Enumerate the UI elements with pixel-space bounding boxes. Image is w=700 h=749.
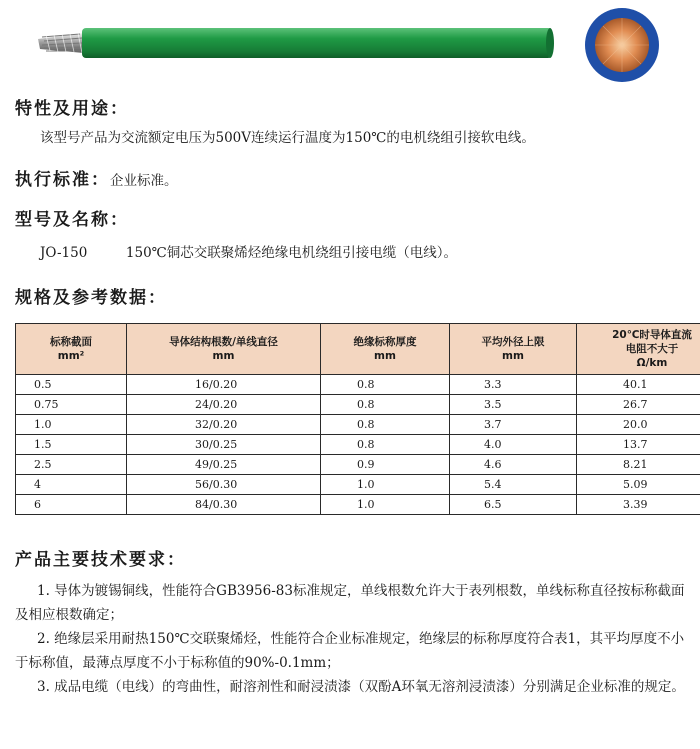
- cell-structure: 24/0.20: [127, 395, 321, 415]
- spec-table: [15, 323, 700, 515]
- cell-structure: 30/0.25: [127, 435, 321, 455]
- cell-resistance: 13.7: [577, 435, 700, 455]
- table-row: [16, 455, 700, 475]
- cell-thickness: 0.8: [321, 435, 450, 455]
- properties-text: 该型号产品为交流额定电压为500V连续运行温度为150℃的电机绕组引接软电线。: [40, 130, 535, 146]
- cell-thickness: 0.8: [321, 395, 450, 415]
- cell-diameter: 4.0: [450, 435, 577, 455]
- standard-heading: 执行标准：: [15, 170, 110, 190]
- bare-conductor-strands: [38, 33, 84, 53]
- cell-resistance: 8.21: [577, 455, 700, 475]
- cell-section: 0.75: [16, 395, 127, 415]
- cell-thickness: 0.8: [321, 375, 450, 395]
- cell-diameter: 5.4: [450, 475, 577, 495]
- cell-structure: 84/0.30: [127, 495, 321, 515]
- table-row: [16, 495, 700, 515]
- spec-table-header-row: [16, 324, 700, 375]
- cell-diameter: 6.5: [450, 495, 577, 515]
- cable-side-view-image: [36, 25, 556, 61]
- cell-structure: 49/0.25: [127, 455, 321, 475]
- cell-section: 1.5: [16, 435, 127, 455]
- header-conductor-structure: 导体结构根数/单线直径 mm: [127, 324, 321, 375]
- cell-resistance: 20.0: [577, 415, 700, 435]
- table-row: [16, 415, 700, 435]
- cell-resistance: 5.09: [577, 475, 700, 495]
- cell-resistance: 40.1: [577, 375, 700, 395]
- cable-cross-section-image: [584, 7, 660, 83]
- header-insulation-thickness: 绝缘标称厚度 mm: [321, 324, 450, 375]
- cell-thickness: 0.8: [321, 415, 450, 435]
- cell-structure: 32/0.20: [127, 415, 321, 435]
- cell-section: 0.5: [16, 375, 127, 395]
- model-line: [40, 243, 457, 263]
- table-row: [16, 475, 700, 495]
- cell-diameter: 3.5: [450, 395, 577, 415]
- requirement-item-3: 3. 成品电缆（电线）的弯曲性，耐溶剂性和耐浸渍漆（双酚A环氧无溶剂浸渍漆）分别满足企业标准的规定。: [37, 679, 685, 695]
- green-insulation-jacket: [82, 28, 552, 58]
- header-outer-diameter: 平均外径上限 mm: [450, 324, 577, 375]
- standard-heading-row: [15, 165, 178, 190]
- cell-section: 6: [16, 495, 127, 515]
- cell-section: 1.0: [16, 415, 127, 435]
- table-row: [16, 435, 700, 455]
- model-name: 150℃铜芯交联聚烯烃绝缘电机绕组引接电缆（电线）。: [125, 245, 458, 261]
- cell-resistance: 26.7: [577, 395, 700, 415]
- cell-resistance: 3.39: [577, 495, 700, 515]
- cell-thickness: 1.0: [321, 495, 450, 515]
- cell-thickness: 0.9: [321, 455, 450, 475]
- cell-structure: 56/0.30: [127, 475, 321, 495]
- cell-diameter: 4.6: [450, 455, 577, 475]
- model-code: JO-150: [40, 245, 88, 261]
- cell-diameter: 3.7: [450, 415, 577, 435]
- requirements-heading: 产品主要技术要求：: [15, 550, 186, 570]
- table-row: [16, 395, 700, 415]
- header-nominal-section: 标称截面 mm²: [16, 324, 127, 375]
- cell-section: 2.5: [16, 455, 127, 475]
- properties-heading: 特性及用途：: [15, 99, 129, 119]
- model-heading: 型号及名称：: [15, 210, 129, 230]
- requirement-item-1: 1. 导体为镀锡铜线，性能符合GB3956-83标准规定，单线根数允许大于表列根数，单线标称直径按标称截面及相应根数确定；: [15, 583, 685, 623]
- table-row: [16, 375, 700, 395]
- cell-thickness: 1.0: [321, 475, 450, 495]
- requirement-item-2: 2. 绝缘层采用耐热150℃交联聚烯烃，性能符合企业标准规定，绝缘层的标称厚度符合表1，其平均厚度不小于标称值，最薄点厚度不小于标称值的90%-0.1mm；: [15, 631, 685, 671]
- header-dc-resistance: 20℃时导体直流 电阻不大于 Ω/km: [577, 324, 700, 375]
- cell-structure: 16/0.20: [127, 375, 321, 395]
- cell-section: 4: [16, 475, 127, 495]
- specs-heading: 规格及参考数据：: [15, 288, 167, 308]
- standard-text: 企业标准。: [110, 173, 178, 189]
- cell-diameter: 3.3: [450, 375, 577, 395]
